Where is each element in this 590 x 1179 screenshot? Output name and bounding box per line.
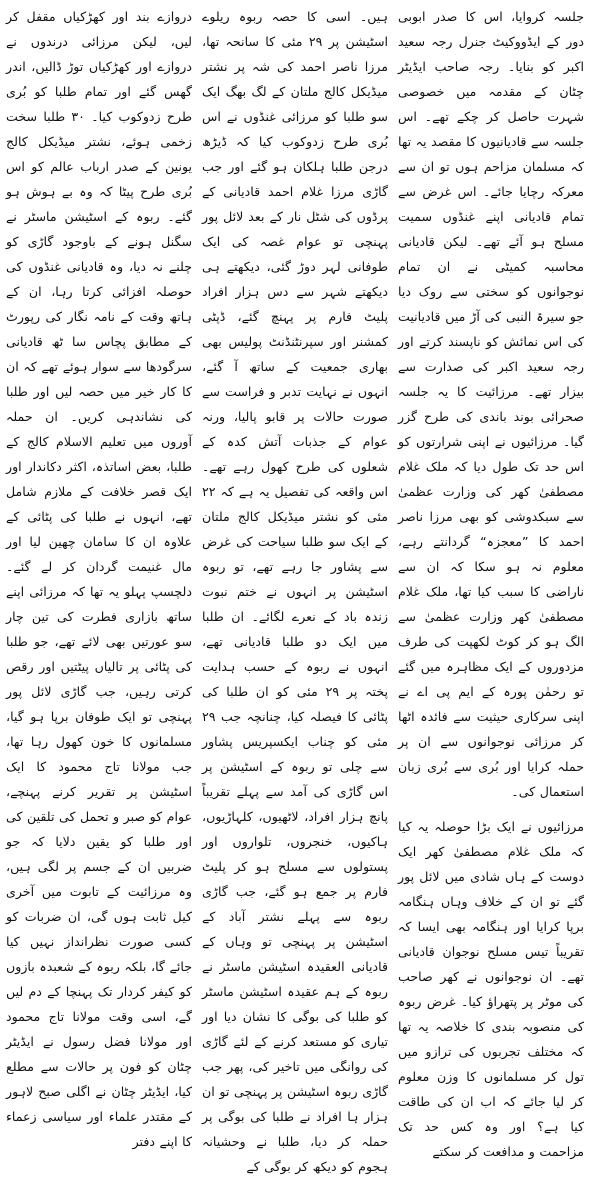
newspaper-page: [6, 4, 584, 1174]
paragraph-opening-jalsa: جلسہ کروایا، اس کا صدر ابوبی دور کے ایڈووکیٹ جنرل رجہ سعید اکبر کو بنایا۔ رجہ صاحب ایڈیٹر چٹان کے مقدمہ میں خصوصی شہرت حاصل کر چکے تھے۔ اس جلسہ سے قادیانیوں کا مقصد یہ تھا کہ مسلمان مزاحم ہوں تو ان سے معرکہ رچایا جائے۔ اس غرض سے تمام قادیانی اپنے غنڈوں سمیت مسلح ہو آئے تھے۔ لیکن قادیانی محاسبہ کمیٹی نے ان تمام نوجوانوں کو سختی سے روک دیا جو سیرۃ النبی کی آڑ میں قادیانیت کی اس نمائش کو ناپسند کرتے اور رجہ سعید اکبر کی صدارت سے بیزار تھے۔ مرزائیت کا یہ جلسہ صحرائی بوند باندی کی طرح گزر گیا۔ مرزائیوں نے اپنی شرارتوں کو اس حد تک طول دیا کہ ملک غلام مصطفیٰ کھر کی وزارت عظمیٰ سے سبکدوشی کو بھی مرزا ناصر احمد کا ”معجزہ“ گردانتے رہے، معلوم نہ ہو سکا کہ ان سے ناراضی کا سبب کیا تھا، ملک غلام مصطفیٰ کھر وزارت عظمیٰ سے الگ ہو کر کوٹ لکھپت کی طرف مزدوروں کے ایک مظاہرہ میں گئے تو رحمٰن پورہ کے ایم پی اے نے اپنی سرکاری حیثیت سے فائدہ اٹھا کر مرزائی نوجوانوں سے ان پر حملہ کرایا اور بُری سے بُری زبان استعمال کی۔: [398, 9, 584, 799]
paragraph-rabwah-station-incident: ہیں۔ اسی کا حصہ ربوہ ریلوے اسٹیشن پر ۲۹ مئی کا سانحہ تھا، مرزا ناصر احمد کی شہ پر نشتر میڈیکل کالج ملتان کے لگ بھگ ایک سو طلبا کو مرزائی غنڈوں نے اس بُری طرح زدوکوب کیا کہ ڈیڑھ درجن طلبا ہلکان ہو گئے اور جب گاڑی مرزا غلام احمد قادیانی کے پرڈوں کی شٹل نار کے بعد لائل پور پہنچی تو عوام غصہ کی ایک طوفانی لہر دوڑ گئی، دیکھتے ہی دیکھتے شہر سے دس ہزار افراد پلیٹ فارم پر پہنچ گئے، ڈپٹی کمشنر اور سپرنٹنڈنٹ پولیس بھی بھاری جمعیت کے ساتھ آ گئے، انہوں نے نہایت تدبر و فراست سے صورت حالات پر قابو پالیا، ورنہ عوام کے جذبات آتش کدہ کے شعلوں کی طرح کھول رہے تھے۔ اس واقعہ کی تفصیل یہ ہے کہ ۲۲ مئی کو نشتر میڈیکل کالج ملتان کے ایک سو طلبا سیاحت کی غرض سے پشاور جا رہے تھے، تو ربوہ اسٹیشن پر انہوں نے ختم نبوت زندہ باد کے نعرے لگائے۔ ان طلبا میں ایک دو طلبا قادیانی تھے، انہوں نے ربوہ کے حسب ہدایت پختہ پر ۲۹ مئی کو ان طلبا کی پٹائی کا فیصلہ کیا، چنانچہ جب ۲۹ مئی کو چناب ایکسپریس پشاور سے چلی تو ربوہ کے اسٹیشن پر اس گاڑی کی آمد سے پہلے تقریباً پانچ ہزار افراد، لاٹھیوں، کلہاڑیوں، ہاکیوں، خنجروں، تلواروں اور پستولوں سے مسلح ہو کر پلیٹ فارم پر جمع ہو گئے، جب گاڑی ربوہ سے پہلے نشتر آباد کے اسٹیشن پر پہنچی تو وہاں کے قادیانی العقیدہ اسٹیشن ماسٹر نے ربوہ کے ہم عقیدہ اسٹیشن ماسٹر کو طلبا کی بوگی کا نشان دیا اور تیاری کو مستعد کرنے کے لئے گاڑی کی روانگی میں تاخیر کی، پھر جب گاڑی ربوہ اسٹیشن پر پہنچی تو ان ہزار ہا افراد نے طلبا کی بوگی پر حملہ کر دیا، طلبا نے وحشیانہ ہجوم کو دیکھ کر بوگی کے: [202, 9, 388, 1174]
article-column-right: [398, 4, 584, 1159]
article-column-left: [6, 4, 192, 1149]
paragraph-lyallpur-incident: مرزائیوں نے ایک بڑا حوصلہ یہ کیا کہ ملک غلام مصطفیٰ کھر ایک دوست کے ہاں شادی میں لائل پور گئے تو ان کے خلاف وہاں ہنگامہ برپا کرایا اور ہنگامہ بھی ایسا کہ تقریباً تیس مسلح نوجوان قادیانی تھے۔ ان نوجوانوں نے کھر صاحب کی موٹر پر پتھراؤ کیا۔ غرض ربوہ کی منصوبہ بندی کا خلاصہ یہ تھا کہ مختلف تجربوں کی ترازو میں تول کر مسلمانوں کا وزن معلوم کر لیا جائے کہ اب ان کی طاقت کیا ہے؟ اور وہ کس حد تک مزاحمت و مدافعت کر سکتے: [398, 819, 584, 1159]
paragraph-students-attack: دروازے بند اور کھڑکیاں مقفل کر لیں، لیکن مرزائی درندوں نے دروازے اور کھڑکیاں توڑ ڈالیں، اندر گھس گئے اور تمام طلبا کو بُری طرح زدوکوب کیا۔ ۳۰ طلبا سخت زخمی ہوئے، نشتر میڈیکل کالج یونین کے صدر ارباب عالم کو اس بُری طرح پیٹا کہ وہ بے ہوش ہو گئے۔ ربوہ کے اسٹیشن ماسٹر نے سگنل ہونے کے باوجود گاڑی کو چلنے نہ دیا، وہ قادیانی غنڈوں کی حوصلہ افزائی کرتا رہا، ان کے ہاتھ وقت کے نامہ نگار کی رپورٹ کے مطابق پچاس سا ٹھ قادیانی سرگودھا سے سوار ہوئے تھے کہ ان کا کار خیر میں حصہ لیں اور طلبا کی نشاندہی کریں۔ ان حملہ آوروں میں تعلیم الاسلام کالج کے طلبا، بعض اساتذہ، اکثر دکاندار اور ایک قصر خلافت کے ملازم شامل تھے، انہوں نے طلبا کی پٹائی کے علاوہ ان کا سامان چھین لیا اور مال غنیمت گردان کر لے گئے۔ دلچسپ پہلو یہ تھا کہ مرزائی اپنے ساتھ بازاری فطرت کی تین چار سو عورتیں بھی لائے تھے، جو طلبا کی پٹائی پر تالیاں پیٹتیں اور رقص کرتی رہیں، جب گاڑی لائل پور پہنچی تو ایک طوفان برپا ہو گیا، مسلمانوں کا خون کھول رہا تھا، جب مولانا تاج محمود کا ایک اسٹیشن پر تقریر کرنے پہنچے، عوام کو صبر و تحمل کی تلقین کی اور طلبا کو یقین دلایا کہ جو ضربیں ان کے جسم پر لگی ہیں، وہ مرزائیت کے تابوت میں آخری کیل ثابت ہوں گی، ان ضربات کو کسی صورت نظرانداز نہیں کیا جائے گا، بلکہ ربوہ کے شعبدہ بازوں کو کیفر کردار تک پہنچا کے دم لیں گے، اسی وقت مولانا تاج محمود اور مولانا فضل رسول نے ایڈیٹر چٹان کو فون پر حالات سے مطلع کیا، ایڈیٹر چٹان نے اگلی صبح لاہور کے مقتدر علماء اور سیاسی زعماء کا اپنے دفتر: [6, 9, 192, 1149]
article-column-middle: [202, 4, 388, 1174]
